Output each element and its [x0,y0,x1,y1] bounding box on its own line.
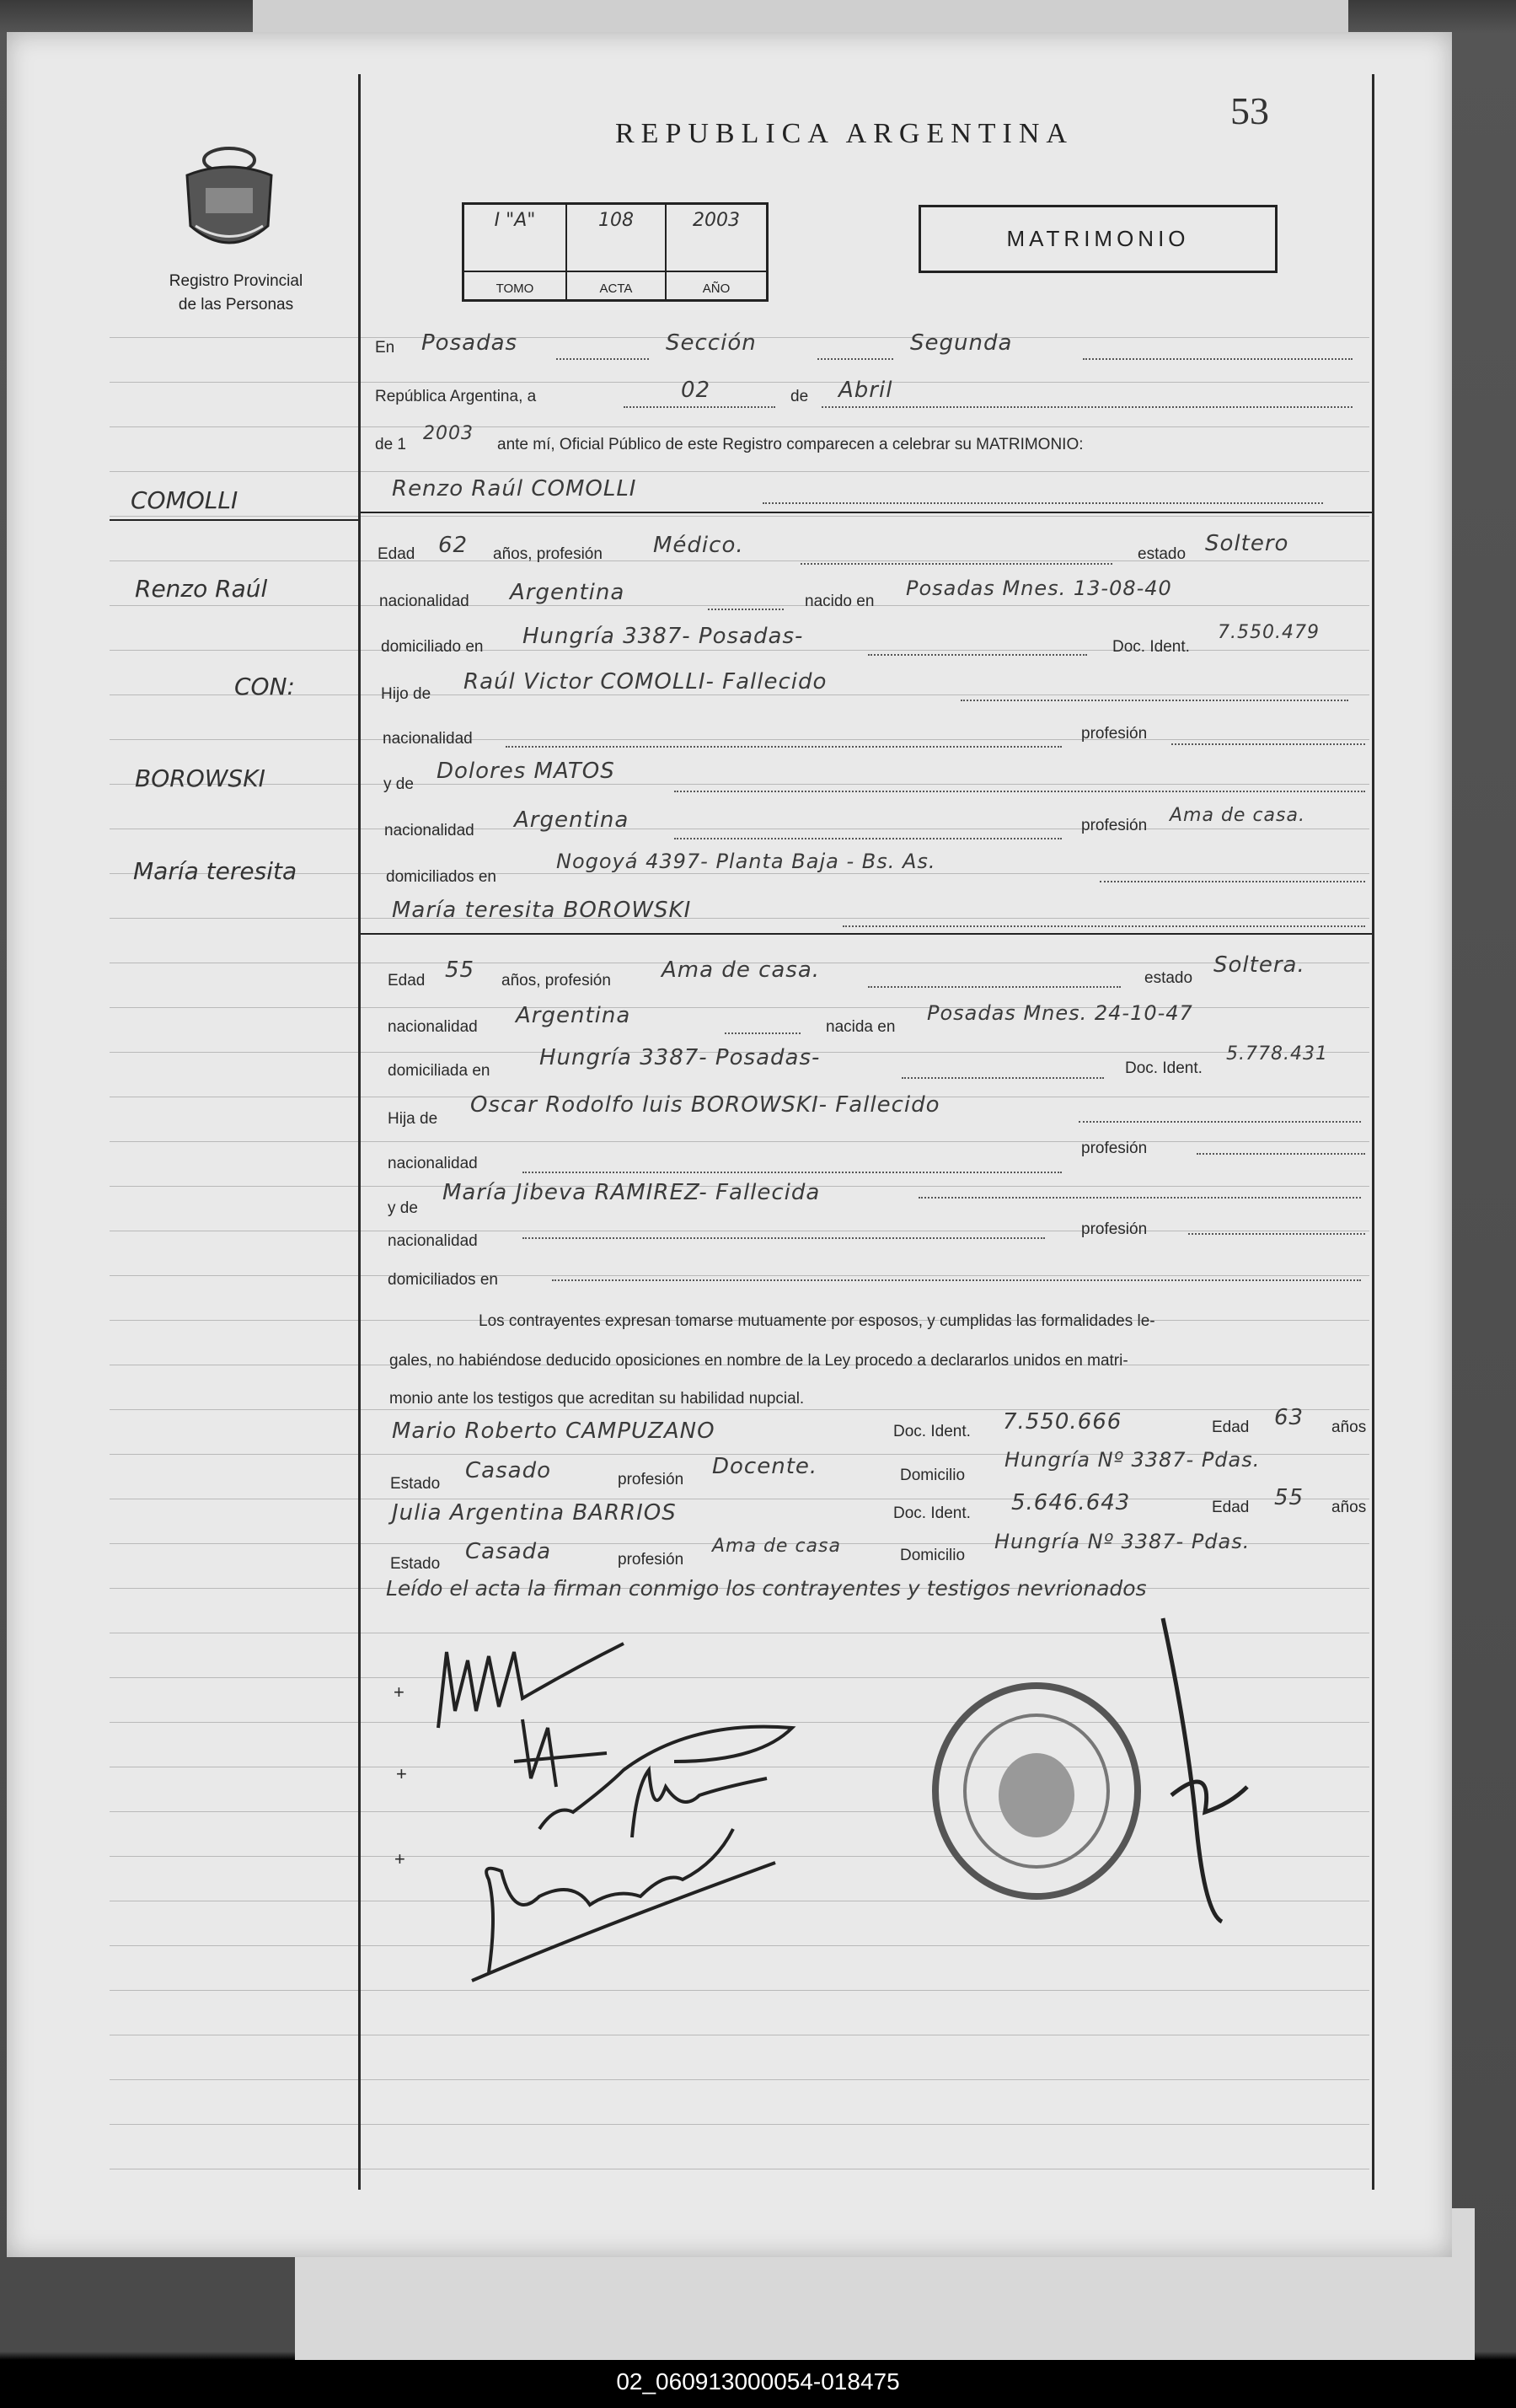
tomo-cell [464,205,567,299]
year-value: 2003 [423,423,474,444]
page-number: 53 [1230,89,1269,132]
legal-line3: monio ante los testigos que acreditan su habilidad nupcial. [389,1390,805,1408]
groom-nac-label: nacionalidad [379,593,469,610]
bride-edad: 55 [445,957,475,983]
closing-statement: Leído el acta la firman conmigo los contrayentes y testigos nevrionados [386,1576,1147,1601]
mark: + [394,1681,404,1703]
witness2-edad: 55 [1274,1485,1304,1510]
act-type-box: MATRIMONIO [919,205,1278,273]
groom-estado-label: estado [1138,545,1187,563]
groom-madre-nac: Argentina [514,807,629,833]
legal-line2: gales, no habiéndose deducido oposiciones en nombre de la Ley procedo a declararlos unidos en matri- [389,1352,1128,1370]
groom-nac3-label: nacionalidad [384,822,474,839]
witness1-domicilio: Hungría Nº 3387- Pdas. [1004,1448,1261,1472]
top-page-edge [253,0,1348,34]
groom-estado: Soltero [1205,531,1289,556]
bride-doc: 5.778.431 [1226,1043,1328,1065]
dotline [674,791,1365,792]
dotline [1188,1233,1365,1235]
legal-line1: Los contrayentes expresan tomarse mutuamente por esposos, y cumplidas las formalidades le- [479,1312,1155,1330]
bride-domics-label: domiciliados en [388,1271,498,1289]
witness1-name: Mario Roberto CAMPUZANO [392,1419,715,1444]
dotline [902,1077,1104,1079]
groom-nacido-label: nacido en [805,593,875,610]
ruled-line [110,471,1369,472]
ante-text: ante mí, Oficial Público de este Registro comparecen a celebrar su MATRIMONIO: [497,436,1084,453]
dotline [522,1172,1062,1173]
dotline [961,700,1348,701]
margin-surname1: COMOLLI [131,486,238,514]
margin-given1: Renzo Raúl [135,575,268,603]
groom-prof-label: profesión [1081,725,1148,743]
groom-header-rule [361,512,1372,513]
witness2-doc: 5.646.643 [1011,1490,1131,1515]
seccion-word: Sección [666,330,757,356]
witness2-domic-label: Domicilio [900,1547,966,1564]
ruled-line [110,873,1369,874]
city-value: Posadas [421,330,518,356]
witness2-estado-label: Estado [390,1555,441,1573]
margin-rule1 [110,519,358,521]
margin-given2: María teresita [133,857,297,885]
dotline [868,654,1087,656]
ruled-line [110,918,1369,919]
acta-label: ACTA [599,282,633,296]
groom-edad-label: Edad [378,545,415,563]
dotline [843,925,1365,927]
witness2-doc-label: Doc. Ident. [893,1504,971,1522]
witness1-doc-label: Doc. Ident. [893,1423,971,1440]
country-title: REPUBLICA ARGENTINA [615,118,1074,149]
ruled-line [110,739,1369,740]
month-value: Abril [838,378,893,403]
ruled-line [110,1141,1369,1142]
groom-padres-dom: Nogoyá 4397- Planta Baja - Bs. As. [556,850,936,873]
witness2-prof-label: profesión [618,1551,684,1569]
bride-nac-label: nacionalidad [388,1018,478,1036]
groom-name: Renzo Raúl COMOLLI [392,476,637,501]
witness1-edad-label: Edad [1212,1419,1250,1436]
witness2-domicilio: Hungría Nº 3387- Pdas. [994,1530,1251,1553]
dotline [763,502,1323,504]
groom-nacionalidad: Argentina [510,580,625,605]
witness1-doc: 7.550.666 [1003,1409,1122,1435]
de19-label: de 1 [375,436,406,453]
bride-estado: Soltera. [1213,952,1305,978]
registry-line2: de las Personas [178,296,294,314]
witness2-anos: años [1331,1499,1367,1516]
coat-of-arms-icon [179,142,280,260]
ruled-line [110,2079,1369,2080]
groom-edad: 62 [438,533,469,558]
witness1-domic-label: Domicilio [900,1467,966,1484]
signature-official [1154,1610,1264,1930]
ruled-line [110,516,1369,517]
bride-hija-label: Hija de [388,1110,438,1128]
ruled-line [110,605,1369,606]
witness1-profesion: Docente. [712,1454,818,1479]
de-label: de [790,388,809,405]
left-margin-rule [358,74,361,2190]
en-label: En [375,339,395,357]
bride-doc-label: Doc. Ident. [1125,1059,1203,1077]
dotline [674,838,1062,839]
dotline [708,609,784,610]
groom-nacido: Posadas Mnes. 13-08-40 [906,577,1172,600]
mark: + [394,1848,405,1869]
witness1-anos: años [1331,1419,1367,1436]
witness2-estado: Casada [465,1539,552,1564]
ano-label: AÑO [702,282,731,296]
witness2-name: Julia Argentina BARRIOS [392,1500,677,1526]
bride-anos-prof: años, profesión [501,972,611,989]
dotline [1079,1121,1361,1123]
day-value: 02 [681,378,711,403]
bride-profesion: Ama de casa. [662,957,821,983]
ruled-line [110,426,1369,427]
signature-witness2 [463,1795,784,1989]
bride-domic-label: domiciliada en [388,1062,490,1080]
ruled-line [110,784,1369,785]
acta-value: 108 [598,210,634,231]
groom-domic-label: domiciliado en [381,638,484,656]
official-seal-icon [927,1677,1146,1905]
bride-domicilio: Hungría 3387- Posadas- [539,1045,821,1070]
groom-madre: Dolores MATOS [437,759,615,784]
witness2-edad-label: Edad [1212,1499,1250,1516]
ruled-line [110,2124,1369,2125]
witness1-estado: Casado [465,1458,551,1483]
registry-line1: Registro Provincial [169,272,303,290]
witness2-profesion: Ama de casa [712,1536,841,1557]
dotline [1197,1153,1365,1155]
dotline [817,358,893,360]
groom-doc-label: Doc. Ident. [1112,638,1190,656]
groom-padre: Raúl Victor COMOLLI- Fallecido [463,669,828,695]
dotline [822,406,1353,408]
tomo-value: I "A" [494,210,536,231]
record-box [462,202,769,302]
groom-domics-label: domiciliados en [386,868,496,886]
seccion-value: Segunda [910,330,1013,356]
dotline [725,1032,801,1034]
dotline [552,1279,1361,1281]
bride-estado-label: estado [1144,969,1193,987]
ano-cell [667,205,766,299]
bride-name: María teresita BOROWSKI [392,898,692,923]
dotline [801,563,1112,565]
bride-prof2-label: profesión [1081,1220,1148,1238]
file-caption: 02_060913000054-018475 [616,2368,900,2395]
bride-nacionalidad: Argentina [516,1003,631,1028]
bride-edad-label: Edad [388,972,426,989]
mark: + [396,1763,407,1784]
acta-cell [567,205,667,299]
bride-nac2-label: nacionalidad [388,1155,478,1172]
groom-anos-prof: años, profesión [493,545,603,563]
bride-padre: Oscar Rodolfo luis BOROWSKI- Fallecido [470,1092,940,1118]
bride-nac3-label: nacionalidad [388,1232,478,1250]
margin-surname2: BOROWSKI [135,764,265,792]
registry-name [118,270,354,317]
groom-domicilio: Hungría 3387- Posadas- [522,624,804,649]
dotline [1100,881,1365,882]
witness1-prof-label: profesión [618,1471,684,1488]
bride-madre: María Jibeva RAMIREZ- Fallecida [442,1180,821,1205]
ano-value: 2003 [693,210,740,231]
ruled-line [110,382,1369,383]
witness1-edad: 63 [1274,1405,1304,1430]
right-margin-rule [1372,74,1374,2190]
dotline [506,746,1062,748]
groom-nac2-label: nacionalidad [383,730,473,748]
bride-header-rule [361,933,1372,935]
dotline [919,1197,1361,1199]
groom-doc: 7.550.479 [1218,622,1320,643]
witness1-estado-label: Estado [390,1475,441,1493]
dotline [1171,743,1365,745]
dotline [522,1237,1045,1239]
record-box-divider [464,271,766,272]
margin-con: CON: [234,673,295,700]
groom-prof2-label: profesión [1081,817,1148,834]
groom-hijo-label: Hijo de [381,685,431,703]
bride-prof-label: profesión [1081,1140,1148,1157]
tomo-label: TOMO [496,282,534,296]
ruled-line [110,1275,1369,1276]
bride-nacida-label: nacida en [826,1018,896,1036]
dotline [556,358,649,360]
bride-yde-label: y de [388,1199,418,1217]
dotline [1083,358,1353,360]
dotline [868,986,1121,988]
ruled-line [110,1990,1369,1991]
bride-nacida: Posadas Mnes. 24-10-47 [927,1001,1193,1025]
dotline [624,406,775,408]
groom-yde-label: y de [383,775,414,793]
groom-profesion: Médico. [653,533,744,558]
groom-madre-prof: Ama de casa. [1170,805,1305,826]
republica-label: República Argentina, a [375,388,537,405]
